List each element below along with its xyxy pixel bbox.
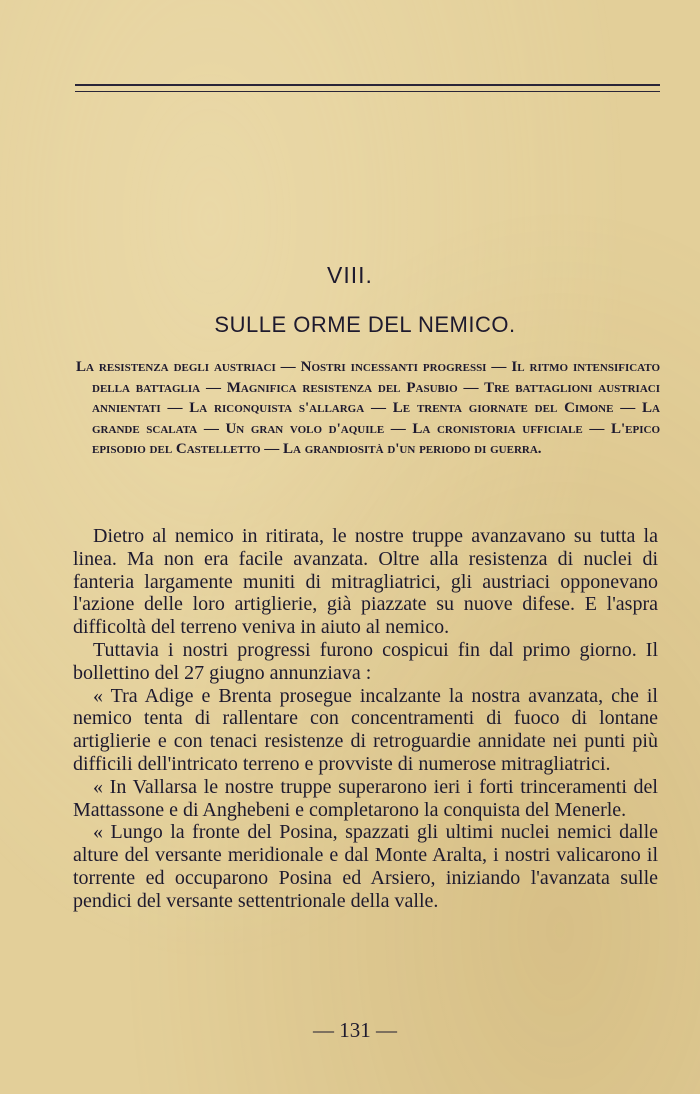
chapter-title: SULLE ORME DEL NEMICO. <box>214 312 516 337</box>
header-rule-thin <box>75 91 660 92</box>
header-rule <box>75 84 660 86</box>
paragraph: Dietro al nemico in ritirata, le nostre truppe avanzavano su tutta la linea. Ma non era facile avanzata. Oltre alla resistenza di nuclei di fanteria largamente muniti di mitragliatrici, gli austriaci opponevano l'azione delle loro artiglierie, già piazzate su nuove difese. E l'aspra difficoltà del terreno veniva in aiuto al nemico. <box>73 525 658 639</box>
paragraph: « Lungo la fronte del Posina, spazzati gli ultimi nuclei nemici dalle alture del versante meridionale e dal Monte Aralta, i nostri valicarono il torrente ed occuparono Posina ed Arsiero, iniziando l'avanzata sulle pendici del versante settentrionale della valle. <box>73 821 658 912</box>
chapter-summary: La resistenza degli austriaci — Nostri incessanti progressi — Il ritmo intensificato della battaglia — Magnifica resistenza del Pasubio — Tre battaglioni austriaci annientati — La riconquista s'allarga — Le trenta giornate del Cimone — La grande scalata — Un gran volo d'aquile — La cronistoria ufficiale — L'epico episodio del Castelletto — La grandiosità d'un periodo di guerra. <box>76 359 660 458</box>
paragraph: Tuttavia i nostri progressi furono cospicui fin dal primo giorno. Il bollettino del 27 giugno annunziava : <box>73 638 658 684</box>
page-number: — 131 — <box>313 1018 397 1042</box>
paragraph: « Tra Adige e Brenta prosegue incalzante la nostra avanzata, che il nemico tenta di rallentare con concentramenti di fuoco di lontane artiglierie e con tenaci resistenze di retroguardie annidate nei punti più difficili dell'intricato terreno e provviste di numerose mitragliatrici. <box>73 684 658 775</box>
body-text <box>73 525 658 913</box>
paragraph: « In Vallarsa le nostre truppe superarono ieri i forti trinceramenti del Mattassone e di Anghebeni e completarono la conquista del Menerle. <box>73 775 658 821</box>
chapter-number: VIII. <box>327 262 373 288</box>
